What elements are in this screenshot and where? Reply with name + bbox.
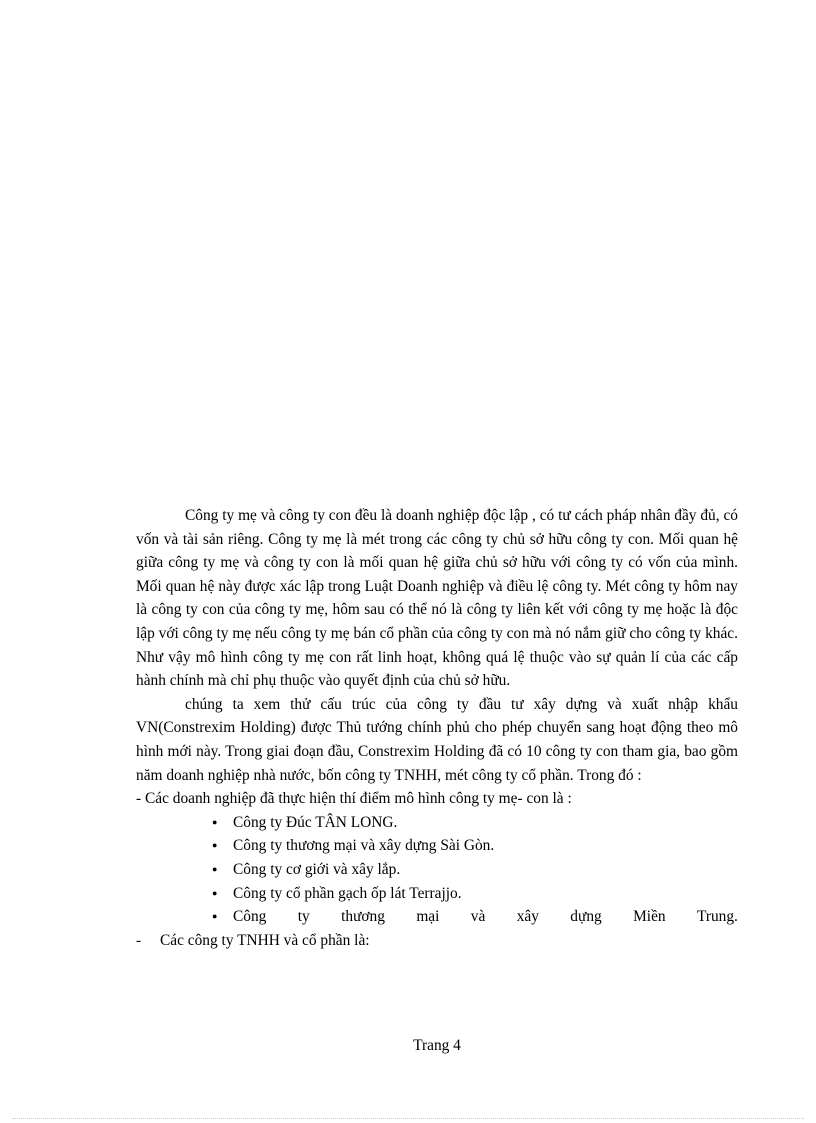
list-item-word: và <box>470 908 486 926</box>
dash-marker: - <box>136 931 142 949</box>
page-bottom-divider <box>12 1118 804 1119</box>
list-item-text: Công ty cơ giới và xây lắp. <box>233 860 401 878</box>
list-item-word: dựng <box>570 908 602 926</box>
llc-companies-intro <box>136 929 738 953</box>
paragraph-constrexim: chúng ta xem thử cấu trúc của công ty đầu tư xây dựng và xuất nhập khẩu VN(Constrexim Holding) được Thủ tướng chính phủ cho phép chuyển sang hoạt động theo mô hình mới này. Trong giai đoạn đầu, Constrexim Holding đã có 10 công ty con tham gia, bao gồm năm doanh nghiệp nhà nước, bốn công ty TNHH, mét công ty cổ phần. Trong đó : <box>136 695 738 784</box>
list-item-word: ty <box>297 908 310 926</box>
document-body <box>136 504 738 952</box>
list-item-word: thương <box>341 908 385 926</box>
bullet-icon: ● <box>212 911 218 922</box>
list-item-word: xây <box>516 908 539 926</box>
pilot-companies-intro: - Các doanh nghiệp đã thực hiện thí điểm mô hình công ty mẹ- con là : <box>136 790 572 808</box>
list-item-word: Công <box>233 908 267 926</box>
bullet-icon: ● <box>212 840 218 851</box>
list-item-word: mại <box>416 908 440 926</box>
paragraph-parent-subsidiary: Công ty mẹ và công ty con đều là doanh nghiệp độc lập , có tư cách pháp nhân đầy đủ, có vốn và tài sản riêng. Công ty mẹ là mét trong các công ty chủ sở hữu công ty con. Mối quan hệ giữa công ty mẹ và công ty con là mối quan hệ giữa chủ sở hữu với công ty có vốn của mình. Mối quan hệ này được xác lập trong Luật Doanh nghiệp và điều lệ công ty. Mét công ty hôm nay là công ty con của công ty mẹ, hôm sau có thể nó là công ty liên kết với công ty mẹ hoặc là độc lập với công ty mẹ nếu công ty mẹ bán cổ phần của công ty con mà nó nắm giữ cho công ty khác. Như vậy mô hình công ty mẹ con rất linh hoạt, không quá lệ thuộc vào sự quản lí của các cấp hành chính mà chỉ phụ thuộc vào quyết định của chủ sở hữu. <box>136 507 738 690</box>
list-item <box>136 858 738 882</box>
list-item-text: Công ty Đúc TÂN LONG. <box>233 813 398 831</box>
list-item-text: Công ty cổ phần gạch ốp lát Terrajjo. <box>233 884 462 902</box>
list-item <box>136 905 738 929</box>
pilot-companies-list <box>136 811 738 929</box>
list-item-word: Miền <box>633 908 666 926</box>
list-item <box>136 811 738 835</box>
llc-intro-text: Các công ty TNHH và cổ phần là: <box>160 931 370 949</box>
bullet-icon: ● <box>212 816 218 827</box>
page-number: Trang 4 <box>413 1037 461 1054</box>
list-item <box>136 882 738 906</box>
list-item-word: Trung. <box>696 908 738 926</box>
list-item <box>136 834 738 858</box>
list-item-text: Công ty thương mại và xây dựng Sài Gòn. <box>233 837 495 855</box>
bullet-icon: ● <box>212 887 218 898</box>
bullet-icon: ● <box>212 863 218 874</box>
